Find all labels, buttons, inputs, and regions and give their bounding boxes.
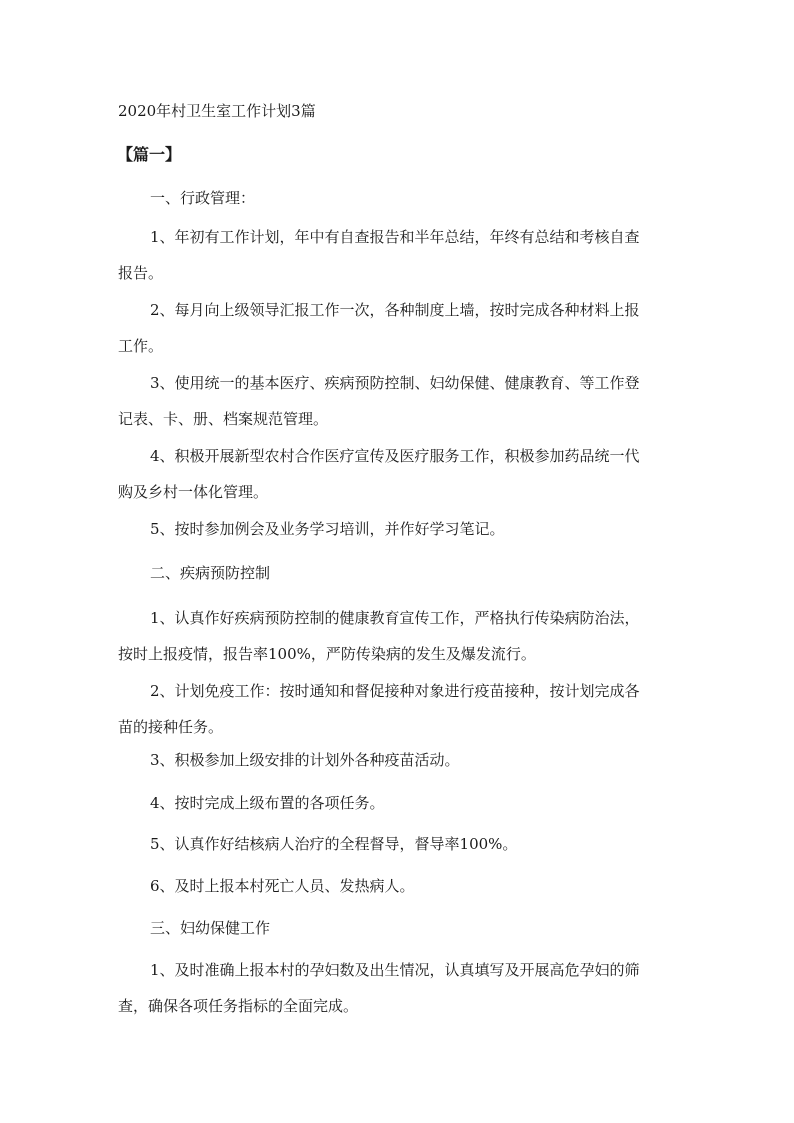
paragraph-line: 苗的接种任务。 [118, 718, 224, 736]
paragraph-line: 4、积极开展新型农村合作医疗宣传及医疗服务工作，积极参加药品统一代 [150, 447, 640, 465]
paragraph-line: 2、每月向上级领导汇报工作一次，各种制度上墙，按时完成各种材料上报 [150, 301, 640, 319]
paragraph-line: 按时上报疫情，报告率100%，严防传染病的发生及爆发流行。 [118, 645, 536, 663]
paragraph-line: 工作。 [118, 337, 164, 355]
paragraph [118, 785, 678, 821]
paragraph-line: 4、按时完成上级布置的各项任务。 [150, 794, 385, 812]
paragraph [118, 868, 678, 904]
paragraph [118, 292, 678, 364]
paragraph [118, 180, 678, 216]
paragraph-line: 查，确保各项任务指标的全面完成。 [118, 997, 359, 1015]
paragraph [118, 438, 678, 510]
paragraph [118, 673, 678, 745]
paragraph-line: 报告。 [118, 264, 164, 282]
paragraph-line: 5、认真作好结核病人治疗的全程督导，督导率100%。 [150, 835, 518, 853]
paragraph-line: 3、使用统一的基本医疗、疾病预防控制、妇幼保健、健康教育、等工作登 [150, 374, 640, 392]
paragraph [118, 952, 678, 1024]
paragraph-line: 2、计划免疫工作：按时通知和督促接种对象进行疫苗接种，按计划完成各 [150, 682, 640, 700]
paragraph [118, 600, 678, 672]
paragraph-line: 6、及时上报本村死亡人员、发热病人。 [150, 877, 415, 895]
paragraph [118, 910, 678, 946]
paragraph-line: 记表、卡、册、档案规范管理。 [118, 410, 329, 428]
paragraph [118, 219, 678, 291]
paragraph [118, 511, 678, 547]
paragraph [118, 826, 678, 862]
paragraph-line: 一、行政管理： [150, 189, 256, 207]
paragraph-line: 1、年初有工作计划，年中有自查报告和半年总结，年终有总结和考核自查 [150, 228, 640, 246]
paragraph-line: 1、认真作好疾病预防控制的健康教育宣传工作，严格执行传染病防治法， [150, 609, 640, 627]
paragraph-line: 1、及时准确上报本村的孕妇数及出生情况，认真填写及开展高危孕妇的筛 [150, 961, 640, 979]
paragraph-line: 5、按时参加例会及业务学习培训，并作好学习笔记。 [150, 520, 505, 538]
paragraph [118, 742, 678, 778]
paragraph-line: 3、积极参加上级安排的计划外各种疫苗活动。 [150, 751, 460, 769]
document-title: 2020年村卫生室工作计划3篇 [118, 102, 316, 120]
part-heading: 【篇一】 [117, 145, 182, 164]
paragraph [118, 365, 678, 437]
paragraph-line: 三、妇幼保健工作 [150, 919, 271, 937]
paragraph-line: 二、疾病预防控制 [150, 564, 271, 582]
paragraph-line: 购及乡村一体化管理。 [118, 483, 269, 501]
paragraph [118, 555, 678, 591]
